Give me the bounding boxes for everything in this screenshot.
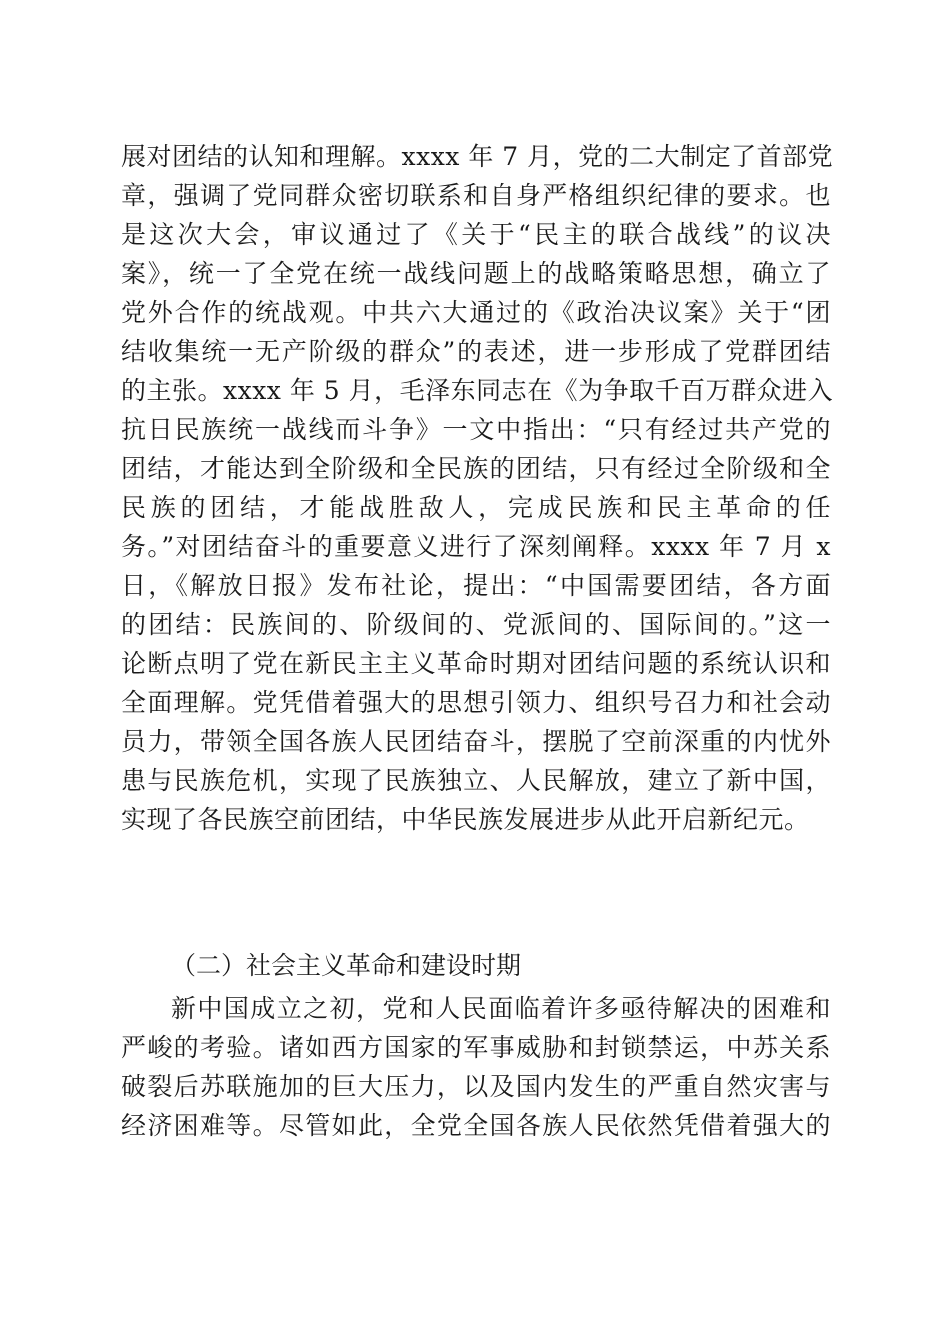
paragraph-1 <box>121 137 834 839</box>
paragraph-1-line: 论断点明了党在新民主主义革命时期对团结问题的系统认识和 <box>121 649 831 678</box>
paragraph-2-line: 严峻的考验。诸如西方国家的军事威胁和封锁禁运，中苏关系 <box>121 1033 831 1062</box>
paragraph-1-line: 是这次大会，审议通过了《关于“民主的联合战线”的议决 <box>121 220 831 249</box>
paragraph-2-line: 破裂后苏联施加的巨大压力，以及国内发生的严重自然灾害与 <box>121 1072 831 1101</box>
paragraph-1-line: 全面理解。党凭借着强大的思想引领力、组织号召力和社会动 <box>121 688 831 717</box>
paragraph-1-line: 抗日民族统一战线而斗争》一文中指出：“只有经过共产党的 <box>121 415 831 444</box>
paragraph-2-line: 经济困难等。尽管如此，全党全国各族人民依然凭借着强大的 <box>121 1111 831 1140</box>
paragraph-1-line: 的团结：民族间的、阶级间的、党派间的、国际间的。”这一 <box>121 610 831 639</box>
paragraph-1-line: 展对团结的认知和理解。xxxx 年 7 月，党的二大制定了首部党 <box>121 142 834 171</box>
paragraph-1-line: 民族的团结，才能战胜敌人，完成民族和民主革命的任 <box>121 493 831 522</box>
section-heading: （二）社会主义革命和建设时期 <box>171 951 522 980</box>
paragraph-1-line: 案》，统一了全党在统一战线问题上的战略策略思想，确立了 <box>121 259 831 288</box>
paragraph-1-line: 章，强调了党同群众密切联系和自身严格组织纪律的要求。也 <box>121 181 831 210</box>
paragraph-1-line: 的主张。xxxx 年 5 月，毛泽东同志在《为争取千百万群众进入 <box>121 376 834 405</box>
paragraph-2 <box>121 989 831 1145</box>
paragraph-1-line: 员力，带领全国各族人民团结奋斗，摆脱了空前深重的内忧外 <box>121 727 831 756</box>
paragraph-1-line: 团结，才能达到全阶级和全民族的团结，只有经过全阶级和全 <box>121 454 831 483</box>
paragraph-1-line: 党外合作的统战观。中共六大通过的《政治决议案》关于“团 <box>121 298 831 327</box>
paragraph-1-line: 结收集统一无产阶级的群众”的表述，进一步形成了党群团结 <box>121 337 831 366</box>
paragraph-1-line: 日，《解放日报》发布社论，提出：“中国需要团结，各方面 <box>121 571 831 600</box>
paragraph-1-line: 实现了各民族空前团结，中华民族发展进步从此开启新纪元。 <box>121 805 810 834</box>
paragraph-2-line: 新中国成立之初，党和人民面临着许多亟待解决的困难和 <box>171 994 831 1023</box>
paragraph-1-line: 务。”对团结奋斗的重要意义进行了深刻阐释。xxxx 年 7 月 x <box>121 532 831 561</box>
paragraph-1-line: 患与民族危机，实现了民族独立、人民解放，建立了新中国， <box>121 766 831 795</box>
